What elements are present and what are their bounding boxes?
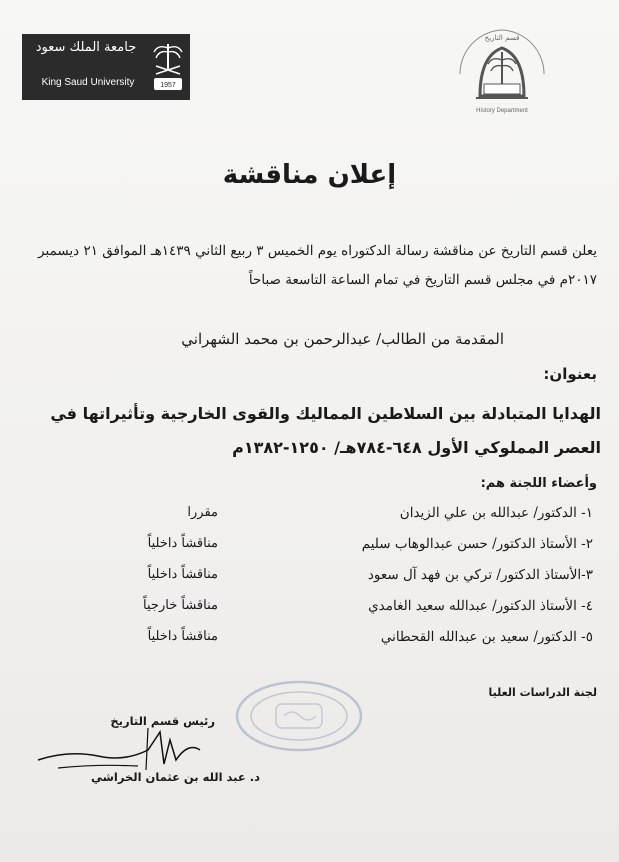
member-name: ٢- الأستاذ الدكتور/ حسن عبدالوهاب سليم xyxy=(361,536,593,552)
university-name-arabic: جامعة الملك سعود xyxy=(35,40,137,55)
department-head-title: رئيس قسم التاريخ xyxy=(110,714,215,728)
announcement-title: إعلان مناقشة xyxy=(222,160,397,190)
member-name: ٤- الأستاذ الدكتور/ عبدالله سعيد الغامدي xyxy=(368,598,593,614)
department-name-english: History Department xyxy=(476,108,528,114)
palm-swords-emblem-icon xyxy=(150,40,186,94)
thesis-title-label: بعنوان: xyxy=(543,365,597,383)
member-role: مناقشاً داخلياً xyxy=(147,567,218,582)
announcement-intro: يعلن قسم التاريخ عن مناقشة رسالة الدكتوراه يوم الخميس ٣ ربيع الثاني ١٤٣٩هـ الموافق ٢١ ديسمبر ٢٠١٧م في مجلس قسم التاريخ في تمام الساعة التاسعة صباحاً xyxy=(38,243,597,288)
presenter-line: المقدمة من الطالب/ عبدالرحمن بن محمد الشهراني xyxy=(181,330,504,348)
history-department-logo-icon xyxy=(454,26,550,118)
committee-member xyxy=(0,567,619,593)
department-stamp-icon xyxy=(232,676,366,756)
department-head-name: د. عبد الله بن عثمان الخراشي xyxy=(90,770,260,784)
committee-member xyxy=(0,505,619,531)
university-name-english: King Saud University xyxy=(41,77,135,88)
committee-label: وأعضاء اللجنة هم: xyxy=(480,476,597,491)
member-role: مناقشاً داخلياً xyxy=(147,536,218,551)
member-name: ٣-الأستاذ الدكتور/ تركي بن فهد آل سعود xyxy=(367,567,593,583)
emblem-year: 1957 xyxy=(160,82,176,89)
department-name-arabic: قسم التاريخ xyxy=(484,34,520,42)
ksu-logo xyxy=(22,34,190,100)
member-role: مناقشاً داخلياً xyxy=(147,629,218,644)
thesis-title: الهدايا المتبادلة بين السلاطين المماليك والقوى الخارجية وتأثيراتها في العصر المملوكي الأول ٦٤٨-٧٨٤هـ/ ١٢٥٠-١٣٨٢م xyxy=(50,404,601,457)
member-name: ٥- الدكتور/ سعيد بن عبدالله القحطاني xyxy=(380,629,593,645)
graduate-studies-committee: لجنة الدراسات العليا xyxy=(488,686,597,699)
committee-member xyxy=(0,629,619,655)
member-name: ١- الدكتور/ عبدالله بن علي الزيدان xyxy=(399,505,593,521)
committee-member xyxy=(0,598,619,624)
member-role: مقررا xyxy=(187,505,218,520)
committee-member xyxy=(0,536,619,562)
member-role: مناقشاً خارجياً xyxy=(143,598,218,613)
